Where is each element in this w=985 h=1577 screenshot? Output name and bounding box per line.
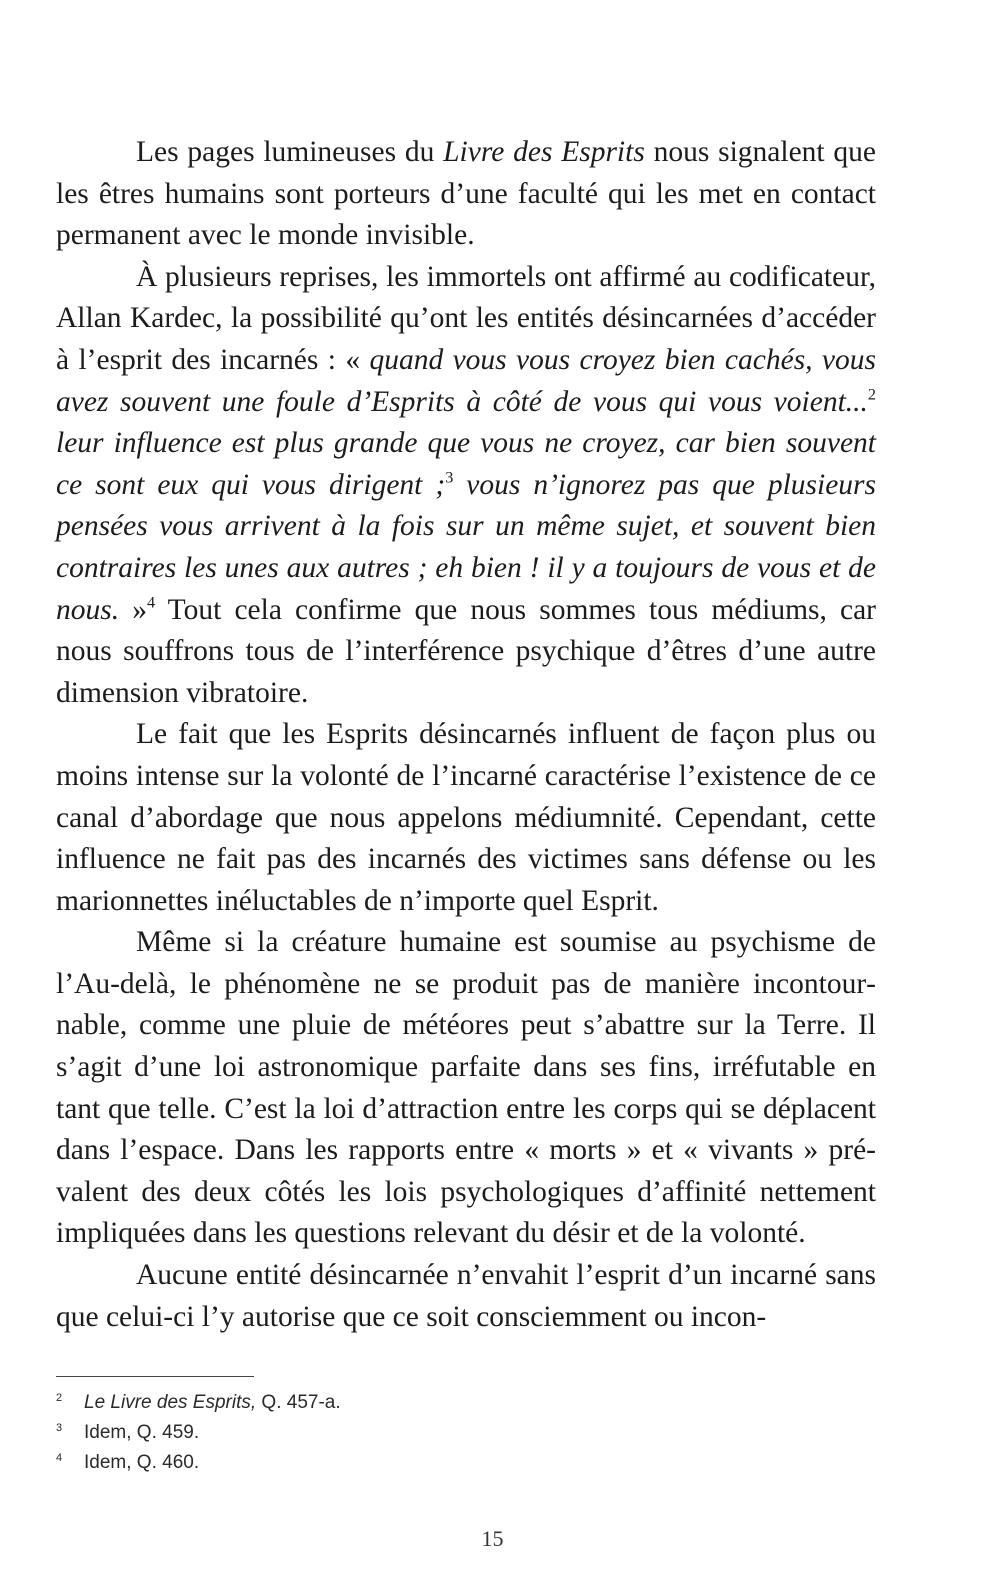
footnote-title: Le Livre des Esprits,	[84, 1392, 257, 1413]
text-run: Aucune entité désincarnée n’envahit l’esprit d’un incarné sans que celui-ci l’y autorise que ce soit consciemment ou incon-	[56, 1259, 876, 1333]
text-run: nous signalent que les êtres humains sont porteurs d’une faculté qui les met en contact permanent avec le monde invisible.	[56, 136, 876, 252]
paragraph	[56, 257, 876, 715]
footnote-text	[84, 1418, 199, 1448]
paragraph	[56, 1255, 876, 1338]
footnotes	[56, 1388, 876, 1478]
paragraph	[56, 922, 876, 1255]
text-run: Tout cela confirme que nous sommes tous médiums, car nous souffrons tous de l’interférence psychique d’êtres d’une autre dimension vibratoire.	[56, 593, 876, 709]
footnote-number: 2	[56, 1392, 63, 1404]
text-run: Le fait que les Esprits désincarnés influent de façon plus ou moins intense sur la volonté de l’incarné caractérise l’existence de ce canal d’abordage que nous appelons médiumnité. Cependant, cette influence ne fait pas des incarnés des victimes sans défense ou les marionnettes inéluctables de n’importe quel Esprit.	[56, 718, 876, 917]
italic-text: Livre des Esprits	[443, 136, 645, 168]
footnote-number: 3	[56, 1422, 63, 1434]
footnote-number: 4	[56, 1452, 63, 1464]
footnote-ref: 2	[867, 385, 876, 404]
footnote-text	[84, 1448, 199, 1478]
footnote	[56, 1418, 876, 1448]
footnote-citation: Idem, Q. 459.	[84, 1422, 200, 1443]
page-number: 15	[481, 1526, 504, 1551]
footnote-text	[84, 1388, 341, 1418]
text-run: »	[119, 593, 147, 626]
italic-text: leur influence est plus grande que vous ne croyez, car bien souvent ce sont eux qui vous dirigent ;	[56, 427, 876, 501]
footnote	[56, 1448, 876, 1478]
paragraph	[56, 132, 876, 257]
footnote-ref: 3	[445, 468, 454, 487]
body-text	[56, 132, 876, 1338]
footnote-ref: 4	[146, 593, 156, 612]
text-run: À plusieurs reprises, les immortels ont affirmé au codificateur, Allan Kardec, la possibilité qu’ont les entités désincarnées d’accéder à l’esprit des incarnés : «	[56, 260, 876, 376]
footnote-citation: Q. 457-a.	[256, 1392, 341, 1413]
italic-text: vous n’ignorez pas que plusieurs pensées vous arrivent à la fois sur un même sujet, et souvent bien contraires les unes aux autres ; eh bien ! il y a toujours de vous et de nous.	[56, 468, 876, 626]
text-run: Même si la créature humaine est soumise au psychisme de l’Au-delà, le phénomène ne se produit pas de manière incontournable, comme une pluie de météores peut s’abattre sur la Terre. Il s’agit d’une loi astronomique parfaite dans ses fins, irréfutable en tant que telle. C’est la loi d’attraction entre les corps qui se déplacent dans l’espace. Dans les rapports entre « morts » et « vivants » prévalent des deux côtés les lois psychologiques d’affinité nettement impliquées dans les questions relevant du désir et de la volonté.	[56, 926, 876, 1250]
footnote-citation: Idem, Q. 460.	[84, 1452, 200, 1473]
paragraph	[56, 714, 876, 922]
italic-text: quand vous vous croyez bien cachés, vous avez souvent une foule d’Esprits à côté de vous qui vous voient...	[56, 343, 876, 418]
text-run: Les pages lumineuses du	[136, 136, 444, 168]
footnote-separator	[56, 1376, 254, 1377]
footnote	[56, 1388, 876, 1418]
